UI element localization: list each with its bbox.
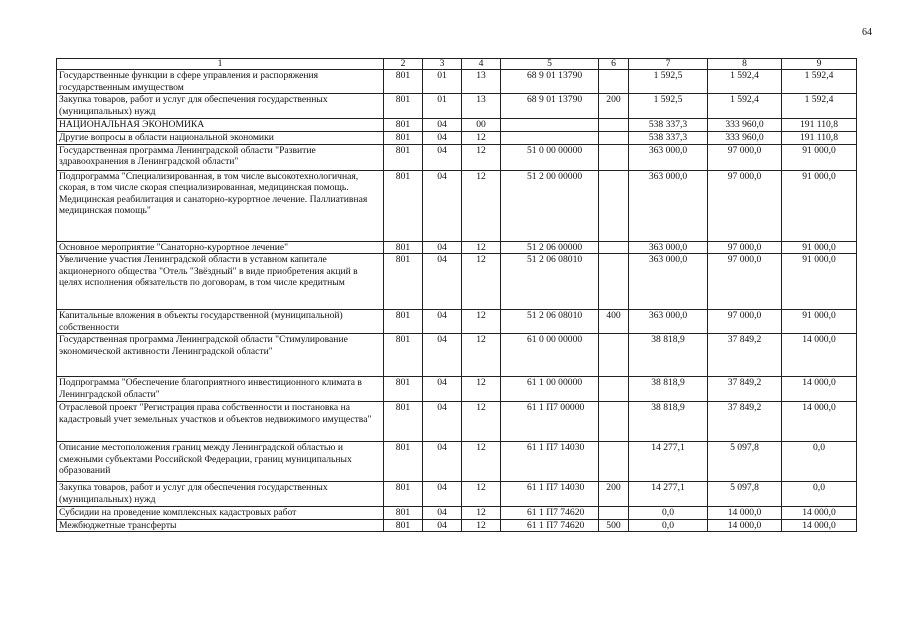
cell-subsection: 13 (462, 70, 501, 94)
cell-year3: 191 110,8 (782, 132, 857, 145)
cell-name: Субсидии на проведение комплексных кадастровых работ (57, 507, 384, 520)
cell-year3: 91 000,0 (782, 254, 857, 310)
cell-section: 04 (423, 377, 462, 402)
header-cell: 8 (708, 59, 782, 70)
table-row (57, 254, 857, 310)
table-row (57, 94, 857, 119)
table-row (57, 507, 857, 520)
cell-year3: 1 592,4 (782, 94, 857, 119)
table-row (57, 144, 857, 170)
cell-year1: 38 818,9 (629, 377, 708, 402)
header-cell: 9 (782, 59, 857, 70)
cell-section: 04 (423, 119, 462, 132)
header-cell: 1 (57, 59, 384, 70)
table-row (57, 377, 857, 402)
cell-subsection: 12 (462, 519, 501, 532)
cell-year1: 538 337,3 (629, 132, 708, 145)
cell-year2: 333 960,0 (708, 132, 782, 145)
cell-section: 04 (423, 132, 462, 145)
cell-year3: 91 000,0 (782, 144, 857, 170)
table-row (57, 170, 857, 241)
cell-year2: 1 592,4 (708, 70, 782, 94)
cell-section: 04 (423, 519, 462, 532)
header-cell: 7 (629, 59, 708, 70)
table-row (57, 241, 857, 254)
cell-expense-type (599, 119, 629, 132)
cell-subsection: 12 (462, 254, 501, 310)
header-cell: 4 (462, 59, 501, 70)
cell-name: Закупка товаров, работ и услуг для обеспечения государственных (муниципальных) нужд (57, 94, 384, 119)
cell-name: Закупка товаров, работ и услуг для обеспечения государственных (муниципальных) нужд (57, 482, 384, 507)
cell-year2: 37 849,2 (708, 402, 782, 442)
table-row (57, 119, 857, 132)
cell-section: 04 (423, 442, 462, 482)
cell-expense-type (599, 507, 629, 520)
cell-name: Увеличение участия Ленинградской области в уставном капитале акционерного общества "Отель "Звёздный" в виде приобретения акций в целях исполнения обязательств по договорам, в том числе кредитным (57, 254, 384, 310)
cell-target-article: 61 1 П7 14030 (501, 442, 599, 482)
cell-year1: 38 818,9 (629, 402, 708, 442)
cell-section: 04 (423, 402, 462, 442)
header-cell: 3 (423, 59, 462, 70)
cell-year1: 0,0 (629, 507, 708, 520)
cell-target-article: 68 9 01 13790 (501, 94, 599, 119)
cell-name: Государственная программа Ленинградской области "Развитие здравоохранения в Ленинградской области" (57, 144, 384, 170)
cell-year2: 97 000,0 (708, 241, 782, 254)
table-row (57, 334, 857, 377)
cell-name: НАЦИОНАЛЬНАЯ ЭКОНОМИКА (57, 119, 384, 132)
cell-name: Межбюджетные трансферты (57, 519, 384, 532)
cell-subsection: 12 (462, 170, 501, 241)
cell-subsection: 00 (462, 119, 501, 132)
cell-year1: 0,0 (629, 519, 708, 532)
cell-section: 01 (423, 94, 462, 119)
cell-grbs: 801 (384, 442, 423, 482)
cell-expense-type: 200 (599, 482, 629, 507)
table-row (57, 442, 857, 482)
cell-expense-type (599, 132, 629, 145)
cell-year1: 1 592,5 (629, 94, 708, 119)
cell-subsection: 13 (462, 94, 501, 119)
cell-section: 04 (423, 507, 462, 520)
cell-year1: 538 337,3 (629, 119, 708, 132)
cell-expense-type: 400 (599, 310, 629, 334)
cell-year1: 14 277,1 (629, 482, 708, 507)
table-row (57, 402, 857, 442)
cell-subsection: 12 (462, 507, 501, 520)
cell-subsection: 12 (462, 241, 501, 254)
cell-year1: 1 592,5 (629, 70, 708, 94)
cell-subsection: 12 (462, 310, 501, 334)
cell-name: Основное мероприятие "Санаторно-курортное лечение" (57, 241, 384, 254)
cell-year1: 363 000,0 (629, 170, 708, 241)
cell-name: Государственные функции в сфере управления и распоряжения государственным имуществом (57, 70, 384, 94)
cell-subsection: 12 (462, 377, 501, 402)
cell-year3: 0,0 (782, 442, 857, 482)
budget-table (56, 58, 857, 532)
cell-year2: 97 000,0 (708, 310, 782, 334)
cell-grbs: 801 (384, 377, 423, 402)
cell-year1: 363 000,0 (629, 310, 708, 334)
cell-section: 04 (423, 170, 462, 241)
cell-section: 04 (423, 310, 462, 334)
cell-year3: 14 000,0 (782, 334, 857, 377)
cell-subsection: 12 (462, 402, 501, 442)
cell-target-article: 68 9 01 13790 (501, 70, 599, 94)
cell-subsection: 12 (462, 482, 501, 507)
header-cell: 5 (501, 59, 599, 70)
cell-year3: 191 110,8 (782, 119, 857, 132)
cell-name: Подпрограмма "Обеспечение благоприятного инвестиционного климата в Ленинградской области" (57, 377, 384, 402)
cell-section: 01 (423, 70, 462, 94)
cell-grbs: 801 (384, 254, 423, 310)
cell-grbs: 801 (384, 519, 423, 532)
table-row (57, 482, 857, 507)
cell-section: 04 (423, 241, 462, 254)
cell-year2: 37 849,2 (708, 334, 782, 377)
cell-year3: 14 000,0 (782, 507, 857, 520)
table-row (57, 70, 857, 94)
cell-name: Другие вопросы в области национальной экономики (57, 132, 384, 145)
cell-year1: 363 000,0 (629, 241, 708, 254)
cell-grbs: 801 (384, 132, 423, 145)
cell-grbs: 801 (384, 70, 423, 94)
cell-target-article: 51 2 06 08010 (501, 254, 599, 310)
cell-target-article (501, 132, 599, 145)
cell-section: 04 (423, 334, 462, 377)
cell-grbs: 801 (384, 241, 423, 254)
cell-year2: 1 592,4 (708, 94, 782, 119)
cell-year2: 5 097,8 (708, 442, 782, 482)
cell-year2: 5 097,8 (708, 482, 782, 507)
cell-target-article: 51 2 06 00000 (501, 241, 599, 254)
cell-grbs: 801 (384, 482, 423, 507)
table-row (57, 519, 857, 532)
cell-grbs: 801 (384, 144, 423, 170)
table-row (57, 132, 857, 145)
cell-subsection: 12 (462, 144, 501, 170)
cell-year1: 363 000,0 (629, 254, 708, 310)
cell-year3: 14 000,0 (782, 519, 857, 532)
cell-year1: 38 818,9 (629, 334, 708, 377)
cell-expense-type (599, 254, 629, 310)
cell-grbs: 801 (384, 402, 423, 442)
cell-year3: 14 000,0 (782, 402, 857, 442)
cell-grbs: 801 (384, 507, 423, 520)
cell-expense-type: 500 (599, 519, 629, 532)
cell-target-article (501, 119, 599, 132)
header-row (57, 59, 857, 70)
cell-year3: 91 000,0 (782, 310, 857, 334)
cell-year2: 333 960,0 (708, 119, 782, 132)
cell-year1: 14 277,1 (629, 442, 708, 482)
cell-grbs: 801 (384, 334, 423, 377)
page-number: 64 (862, 27, 872, 38)
cell-name: Подпрограмма "Специализированная, в том числе высокотехнологичная, скорая, в том числе скорая специализированная, медицинская помощь. Медицинская реабилитация и санаторно-курортное лечение. Паллиативная медицинская помощь" (57, 170, 384, 241)
cell-name: Капитальные вложения в объекты государственной (муниципальной) собственности (57, 310, 384, 334)
cell-year2: 14 000,0 (708, 507, 782, 520)
cell-name: Описание местоположения границ между Ленинградской областью и смежными субъектами Российской Федерации, границ муниципальных образований (57, 442, 384, 482)
cell-year3: 0,0 (782, 482, 857, 507)
cell-year3: 14 000,0 (782, 377, 857, 402)
cell-year2: 37 849,2 (708, 377, 782, 402)
table-row (57, 310, 857, 334)
cell-year2: 97 000,0 (708, 144, 782, 170)
cell-target-article: 61 1 П7 74620 (501, 507, 599, 520)
cell-section: 04 (423, 144, 462, 170)
cell-subsection: 12 (462, 132, 501, 145)
cell-target-article: 61 1 П7 14030 (501, 482, 599, 507)
cell-expense-type (599, 144, 629, 170)
cell-grbs: 801 (384, 170, 423, 241)
cell-subsection: 12 (462, 442, 501, 482)
cell-year3: 91 000,0 (782, 241, 857, 254)
cell-target-article: 61 1 00 00000 (501, 377, 599, 402)
cell-expense-type (599, 70, 629, 94)
cell-target-article: 51 0 00 00000 (501, 144, 599, 170)
cell-expense-type (599, 334, 629, 377)
cell-target-article: 61 0 00 00000 (501, 334, 599, 377)
cell-expense-type (599, 442, 629, 482)
cell-subsection: 12 (462, 334, 501, 377)
cell-year2: 14 000,0 (708, 519, 782, 532)
cell-year1: 363 000,0 (629, 144, 708, 170)
cell-year2: 97 000,0 (708, 254, 782, 310)
cell-expense-type (599, 402, 629, 442)
cell-year2: 97 000,0 (708, 170, 782, 241)
table-body (57, 59, 857, 532)
cell-expense-type: 200 (599, 94, 629, 119)
cell-target-article: 51 2 00 00000 (501, 170, 599, 241)
cell-target-article: 51 2 06 08010 (501, 310, 599, 334)
cell-year3: 91 000,0 (782, 170, 857, 241)
cell-name: Отраслевой проект "Регистрация права собственности и постановка на кадастровый учет земельных участков и объектов недвижимого имущества" (57, 402, 384, 442)
cell-target-article: 61 1 П7 74620 (501, 519, 599, 532)
header-cell: 6 (599, 59, 629, 70)
cell-grbs: 801 (384, 119, 423, 132)
cell-section: 04 (423, 482, 462, 507)
cell-name: Государственная программа Ленинградской области "Стимулирование экономической активности Ленинградской области" (57, 334, 384, 377)
cell-grbs: 801 (384, 310, 423, 334)
cell-target-article: 61 1 П7 00000 (501, 402, 599, 442)
cell-expense-type (599, 377, 629, 402)
cell-grbs: 801 (384, 94, 423, 119)
header-cell: 2 (384, 59, 423, 70)
cell-section: 04 (423, 254, 462, 310)
cell-expense-type (599, 241, 629, 254)
cell-expense-type (599, 170, 629, 241)
cell-year3: 1 592,4 (782, 70, 857, 94)
